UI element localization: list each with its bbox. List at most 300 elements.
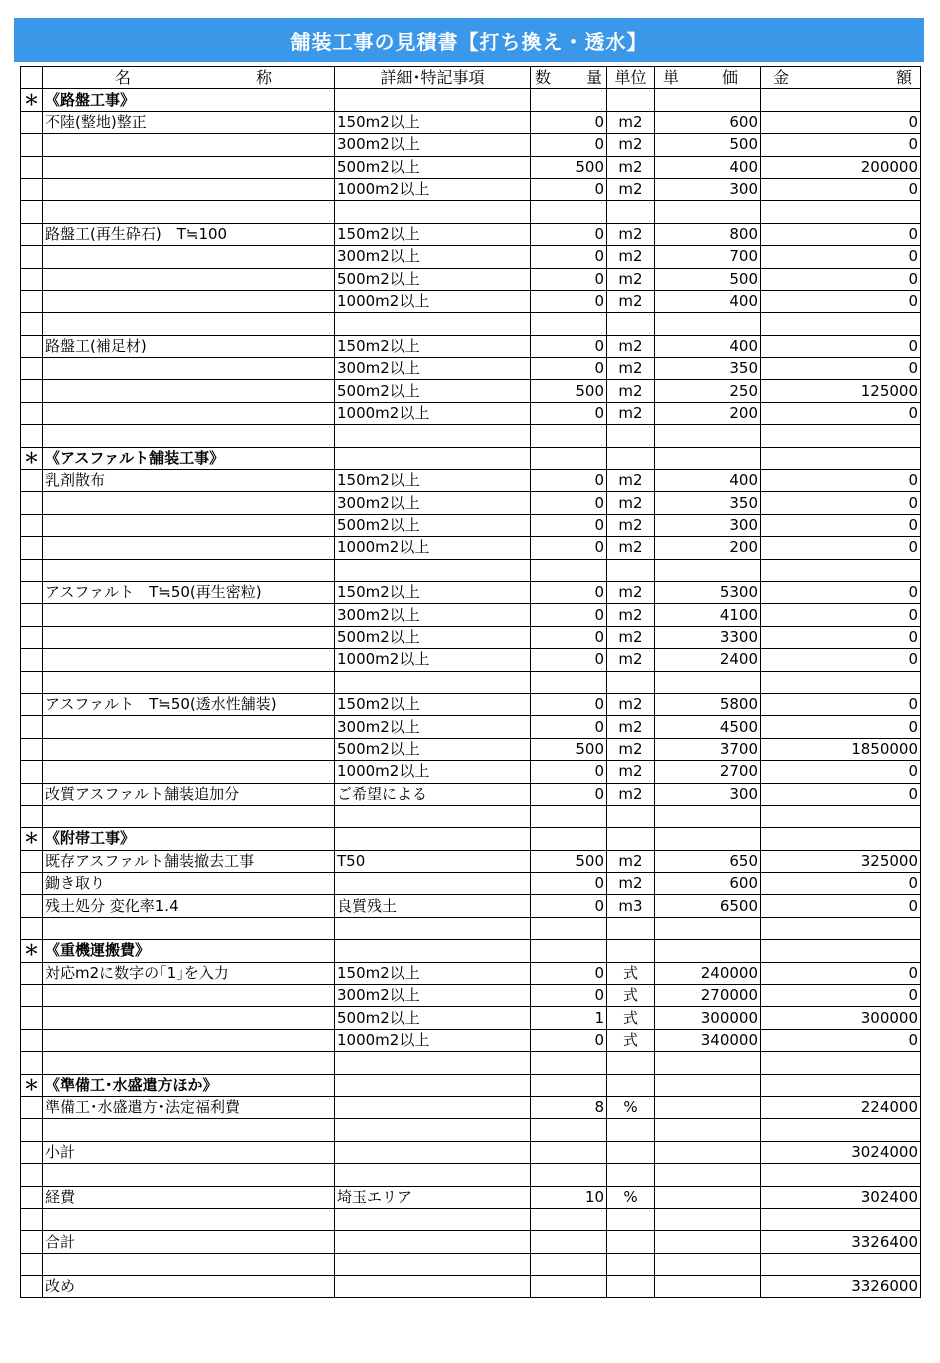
cell-detail: 150m2以上 <box>335 693 531 715</box>
cell-unit <box>607 1208 655 1230</box>
cell-name <box>43 1052 335 1074</box>
cell-price: 3300 <box>655 626 761 648</box>
cell-unit: % <box>607 1096 655 1118</box>
cell-price <box>655 1052 761 1074</box>
cell-unit: m2 <box>607 156 655 178</box>
cell-mark <box>21 649 43 671</box>
cell-qty: 0 <box>531 626 607 648</box>
cell-amount: 0 <box>761 290 921 312</box>
cell-name <box>43 1208 335 1230</box>
cell-unit: m2 <box>607 380 655 402</box>
cell-name <box>43 1007 335 1029</box>
cell-detail <box>335 917 531 939</box>
cell-mark <box>21 134 43 156</box>
cell-amount: 0 <box>761 626 921 648</box>
cell-price <box>655 1096 761 1118</box>
cell-unit: m2 <box>607 783 655 805</box>
cell-amount: 3326000 <box>761 1276 921 1298</box>
cell-amount: 0 <box>761 783 921 805</box>
cell-unit: m3 <box>607 895 655 917</box>
cell-mark <box>21 402 43 424</box>
cell-unit <box>607 1141 655 1163</box>
cell-amount: 325000 <box>761 850 921 872</box>
header-detail <box>335 67 531 89</box>
cell-qty <box>531 1253 607 1275</box>
cell-detail: 300m2以上 <box>335 985 531 1007</box>
cell-amount: 0 <box>761 514 921 536</box>
cell-name: 鋤き取り <box>43 873 335 895</box>
cell-name <box>43 1253 335 1275</box>
cell-name <box>43 268 335 290</box>
header-price-left: 単 <box>663 67 680 87</box>
cell-detail: 300m2以上 <box>335 716 531 738</box>
cell-qty: 0 <box>531 783 607 805</box>
cell-mark <box>21 1186 43 1208</box>
cell-mark <box>21 1231 43 1253</box>
cell-qty: 0 <box>531 402 607 424</box>
cell-mark <box>21 626 43 648</box>
cell-mark <box>21 985 43 1007</box>
cell-mark: ＊ <box>21 828 43 850</box>
cell-amount: 1850000 <box>761 738 921 760</box>
cell-price: 3700 <box>655 738 761 760</box>
cell-unit: m2 <box>607 537 655 559</box>
cell-detail: 300m2以上 <box>335 358 531 380</box>
table-row <box>21 604 921 626</box>
cell-price <box>655 940 761 962</box>
cell-price <box>655 447 761 469</box>
cell-detail: T50 <box>335 850 531 872</box>
table-row <box>21 783 921 805</box>
table-row <box>21 1208 921 1230</box>
cell-unit <box>607 313 655 335</box>
cell-qty: 0 <box>531 178 607 200</box>
cell-mark <box>21 1276 43 1298</box>
cell-amount <box>761 201 921 223</box>
section-row <box>21 940 921 962</box>
cell-name <box>43 805 335 827</box>
cell-name: 経費 <box>43 1186 335 1208</box>
cell-price: 300 <box>655 514 761 536</box>
cell-mark <box>21 873 43 895</box>
table-row <box>21 805 921 827</box>
table-row <box>21 134 921 156</box>
table-row <box>21 1052 921 1074</box>
cell-qty: 500 <box>531 156 607 178</box>
cell-name: 《路盤工事》 <box>43 89 335 111</box>
cell-detail <box>335 559 531 581</box>
cell-price: 600 <box>655 111 761 133</box>
cell-unit <box>607 1231 655 1253</box>
cell-mark <box>21 268 43 290</box>
section-row <box>21 1074 921 1096</box>
cell-mark <box>21 761 43 783</box>
header-unit-label: 単位 <box>614 67 647 87</box>
cell-amount <box>761 1164 921 1186</box>
cell-price: 600 <box>655 873 761 895</box>
cell-qty <box>531 1074 607 1096</box>
cell-unit: m2 <box>607 178 655 200</box>
cell-price: 300 <box>655 178 761 200</box>
table-row <box>21 1029 921 1051</box>
cell-qty <box>531 313 607 335</box>
cell-mark <box>21 358 43 380</box>
cell-price: 400 <box>655 335 761 357</box>
header-detail-label: 詳細･特記事項 <box>380 67 485 87</box>
cell-mark <box>21 559 43 581</box>
table-row <box>21 738 921 760</box>
cell-detail <box>335 1074 531 1096</box>
header-name-left: 名 <box>115 67 132 87</box>
cell-unit: m2 <box>607 290 655 312</box>
cell-amount <box>761 1052 921 1074</box>
cell-amount: 200000 <box>761 156 921 178</box>
table-row <box>21 1007 921 1029</box>
cell-price: 6500 <box>655 895 761 917</box>
cell-unit: m2 <box>607 761 655 783</box>
cell-mark: ＊ <box>21 89 43 111</box>
cell-amount <box>761 671 921 693</box>
table-row <box>21 358 921 380</box>
cell-detail: 500m2以上 <box>335 156 531 178</box>
cell-name <box>43 514 335 536</box>
header-row <box>21 67 921 89</box>
cell-mark <box>21 111 43 133</box>
cell-mark <box>21 917 43 939</box>
cell-qty <box>531 917 607 939</box>
cell-amount <box>761 1253 921 1275</box>
table-row <box>21 380 921 402</box>
cell-price <box>655 1208 761 1230</box>
cell-name <box>43 1164 335 1186</box>
cell-detail <box>335 873 531 895</box>
cell-amount: 0 <box>761 985 921 1007</box>
cell-amount: 0 <box>761 134 921 156</box>
table-row <box>21 178 921 200</box>
cell-name <box>43 917 335 939</box>
cell-qty <box>531 1164 607 1186</box>
cell-unit <box>607 671 655 693</box>
cell-detail <box>335 940 531 962</box>
cell-mark <box>21 581 43 603</box>
cell-mark <box>21 1253 43 1275</box>
cell-mark <box>21 1096 43 1118</box>
cell-price <box>655 1119 761 1141</box>
cell-qty: 0 <box>531 962 607 984</box>
cell-detail: 300m2以上 <box>335 604 531 626</box>
cell-amount: 0 <box>761 693 921 715</box>
cell-name: 路盤工(再生砕石) T≒100 <box>43 223 335 245</box>
cell-qty: 0 <box>531 246 607 268</box>
cell-qty: 1 <box>531 1007 607 1029</box>
cell-detail <box>335 1253 531 1275</box>
cell-mark <box>21 783 43 805</box>
cell-amount: 0 <box>761 962 921 984</box>
cell-detail: 1000m2以上 <box>335 649 531 671</box>
cell-unit: m2 <box>607 358 655 380</box>
cell-detail: 1000m2以上 <box>335 178 531 200</box>
cell-amount: 0 <box>761 716 921 738</box>
cell-detail: 500m2以上 <box>335 738 531 760</box>
table-row <box>21 917 921 939</box>
cell-name <box>43 738 335 760</box>
cell-amount <box>761 1074 921 1096</box>
table-row <box>21 1164 921 1186</box>
cell-price: 400 <box>655 156 761 178</box>
cell-unit <box>607 917 655 939</box>
section-row <box>21 828 921 850</box>
cell-unit: 式 <box>607 1029 655 1051</box>
cell-amount <box>761 805 921 827</box>
cell-unit <box>607 828 655 850</box>
cell-name <box>43 134 335 156</box>
table-row <box>21 1253 921 1275</box>
cell-mark <box>21 962 43 984</box>
cell-amount: 0 <box>761 358 921 380</box>
cell-amount: 0 <box>761 246 921 268</box>
cell-name <box>43 649 335 671</box>
cell-name <box>43 761 335 783</box>
cell-amount: 0 <box>761 268 921 290</box>
cell-detail: 150m2以上 <box>335 962 531 984</box>
cell-name <box>43 1029 335 1051</box>
cell-detail <box>335 1052 531 1074</box>
header-name <box>43 67 335 89</box>
cell-qty: 8 <box>531 1096 607 1118</box>
table-row <box>21 223 921 245</box>
cell-detail: 500m2以上 <box>335 268 531 290</box>
cell-unit: m2 <box>607 246 655 268</box>
cell-qty <box>531 1231 607 1253</box>
cell-mark <box>21 716 43 738</box>
cell-qty: 0 <box>531 985 607 1007</box>
cell-name <box>43 671 335 693</box>
cell-qty <box>531 940 607 962</box>
cell-price <box>655 1253 761 1275</box>
cell-name: アスファルト T≒50(透水性舗装) <box>43 693 335 715</box>
header-amount <box>761 67 921 89</box>
cell-unit: m2 <box>607 268 655 290</box>
cell-mark <box>21 537 43 559</box>
cell-detail: 500m2以上 <box>335 514 531 536</box>
cell-detail: 150m2以上 <box>335 470 531 492</box>
table-row <box>21 761 921 783</box>
cell-mark <box>21 246 43 268</box>
cell-amount: 3326400 <box>761 1231 921 1253</box>
cell-name: 《重機運搬費》 <box>43 940 335 962</box>
cell-price <box>655 671 761 693</box>
cell-mark <box>21 470 43 492</box>
cell-mark <box>21 693 43 715</box>
table-row <box>21 268 921 290</box>
header-qty-right: 量 <box>585 67 602 87</box>
cell-mark <box>21 895 43 917</box>
table-row <box>21 649 921 671</box>
cell-qty <box>531 1052 607 1074</box>
cell-name: 乳剤散布 <box>43 470 335 492</box>
cell-amount: 0 <box>761 402 921 424</box>
cell-price <box>655 1164 761 1186</box>
table-row <box>21 1276 921 1298</box>
cell-detail <box>335 313 531 335</box>
header-unit <box>607 67 655 89</box>
cell-unit: m2 <box>607 223 655 245</box>
cell-unit <box>607 1052 655 1074</box>
cell-price: 400 <box>655 470 761 492</box>
cell-mark <box>21 178 43 200</box>
cell-detail <box>335 1231 531 1253</box>
cell-qty: 0 <box>531 761 607 783</box>
cell-mark <box>21 671 43 693</box>
cell-unit <box>607 1276 655 1298</box>
cell-unit: m2 <box>607 111 655 133</box>
cell-unit: % <box>607 1186 655 1208</box>
cell-unit: m2 <box>607 514 655 536</box>
cell-detail: 300m2以上 <box>335 492 531 514</box>
header-qty-left: 数 <box>535 67 552 87</box>
table-row <box>21 1231 921 1253</box>
cell-unit: 式 <box>607 962 655 984</box>
cell-qty <box>531 559 607 581</box>
cell-mark <box>21 1029 43 1051</box>
cell-mark <box>21 335 43 357</box>
cell-detail <box>335 89 531 111</box>
cell-name: 合計 <box>43 1231 335 1253</box>
cell-detail: 良質残土 <box>335 895 531 917</box>
cell-amount <box>761 559 921 581</box>
cell-unit <box>607 201 655 223</box>
cell-qty: 0 <box>531 604 607 626</box>
cell-price: 340000 <box>655 1029 761 1051</box>
cell-unit <box>607 1164 655 1186</box>
cell-qty: 0 <box>531 335 607 357</box>
cell-qty: 0 <box>531 223 607 245</box>
cell-price: 500 <box>655 268 761 290</box>
cell-mark <box>21 1141 43 1163</box>
cell-name <box>43 380 335 402</box>
cell-amount: 3024000 <box>761 1141 921 1163</box>
cell-qty: 500 <box>531 380 607 402</box>
cell-qty: 0 <box>531 290 607 312</box>
header-name-right: 称 <box>255 67 272 87</box>
cell-detail: 1000m2以上 <box>335 1029 531 1051</box>
sheet-title: 舗装工事の見積書【打ち換え・透水】 <box>14 18 924 62</box>
cell-unit: m2 <box>607 470 655 492</box>
cell-name <box>43 626 335 648</box>
cell-qty: 0 <box>531 649 607 671</box>
cell-qty: 0 <box>531 470 607 492</box>
cell-unit <box>607 940 655 962</box>
cell-unit <box>607 1119 655 1141</box>
cell-amount <box>761 313 921 335</box>
cell-name <box>43 178 335 200</box>
cell-amount: 0 <box>761 178 921 200</box>
cell-detail: 300m2以上 <box>335 134 531 156</box>
cell-unit: 式 <box>607 985 655 1007</box>
cell-unit: m2 <box>607 402 655 424</box>
cell-qty: 0 <box>531 111 607 133</box>
cell-qty <box>531 1276 607 1298</box>
cell-amount <box>761 1208 921 1230</box>
cell-qty <box>531 89 607 111</box>
cell-unit: m2 <box>607 873 655 895</box>
cell-mark <box>21 201 43 223</box>
cell-mark <box>21 380 43 402</box>
cell-name: 改質アスファルト舗装追加分 <box>43 783 335 805</box>
cell-qty <box>531 1119 607 1141</box>
cell-mark <box>21 290 43 312</box>
table-row <box>21 850 921 872</box>
cell-qty <box>531 447 607 469</box>
cell-price: 800 <box>655 223 761 245</box>
cell-unit: m2 <box>607 134 655 156</box>
cell-detail <box>335 671 531 693</box>
cell-name <box>43 246 335 268</box>
cell-amount <box>761 828 921 850</box>
cell-amount: 0 <box>761 470 921 492</box>
cell-qty <box>531 201 607 223</box>
cell-price <box>655 313 761 335</box>
cell-qty <box>531 671 607 693</box>
cell-detail: 150m2以上 <box>335 111 531 133</box>
cell-price <box>655 201 761 223</box>
cell-detail <box>335 447 531 469</box>
cell-detail <box>335 425 531 447</box>
cell-price <box>655 1186 761 1208</box>
cell-detail: 1000m2以上 <box>335 402 531 424</box>
cell-price: 650 <box>655 850 761 872</box>
cell-qty: 0 <box>531 358 607 380</box>
cell-name: 路盤工(補足材) <box>43 335 335 357</box>
cell-name: 対応m2に数字の｢1｣を入力 <box>43 962 335 984</box>
cell-name: 《アスファルト舗装工事》 <box>43 447 335 469</box>
cell-qty: 0 <box>531 268 607 290</box>
table-row <box>21 1119 921 1141</box>
cell-unit: m2 <box>607 626 655 648</box>
cell-price: 5800 <box>655 693 761 715</box>
cell-detail: 500m2以上 <box>335 380 531 402</box>
table-row <box>21 514 921 536</box>
cell-amount: 300000 <box>761 1007 921 1029</box>
cell-detail: 500m2以上 <box>335 626 531 648</box>
table-row <box>21 671 921 693</box>
cell-amount <box>761 425 921 447</box>
cell-price <box>655 559 761 581</box>
header-price-right: 価 <box>721 67 738 87</box>
table-row <box>21 559 921 581</box>
cell-unit: 式 <box>607 1007 655 1029</box>
cell-name: 小計 <box>43 1141 335 1163</box>
cell-price <box>655 1141 761 1163</box>
cell-unit <box>607 805 655 827</box>
cell-price: 350 <box>655 492 761 514</box>
cell-price: 2400 <box>655 649 761 671</box>
cell-unit: m2 <box>607 649 655 671</box>
table-row <box>21 581 921 603</box>
cell-detail: 1000m2以上 <box>335 537 531 559</box>
cell-mark: ＊ <box>21 1074 43 1096</box>
cell-price <box>655 1276 761 1298</box>
cell-price <box>655 1231 761 1253</box>
table-row <box>21 425 921 447</box>
cell-amount: 0 <box>761 223 921 245</box>
cell-price <box>655 917 761 939</box>
cell-mark <box>21 1119 43 1141</box>
cell-mark <box>21 492 43 514</box>
cell-amount: 224000 <box>761 1096 921 1118</box>
cell-unit <box>607 89 655 111</box>
cell-amount <box>761 1119 921 1141</box>
